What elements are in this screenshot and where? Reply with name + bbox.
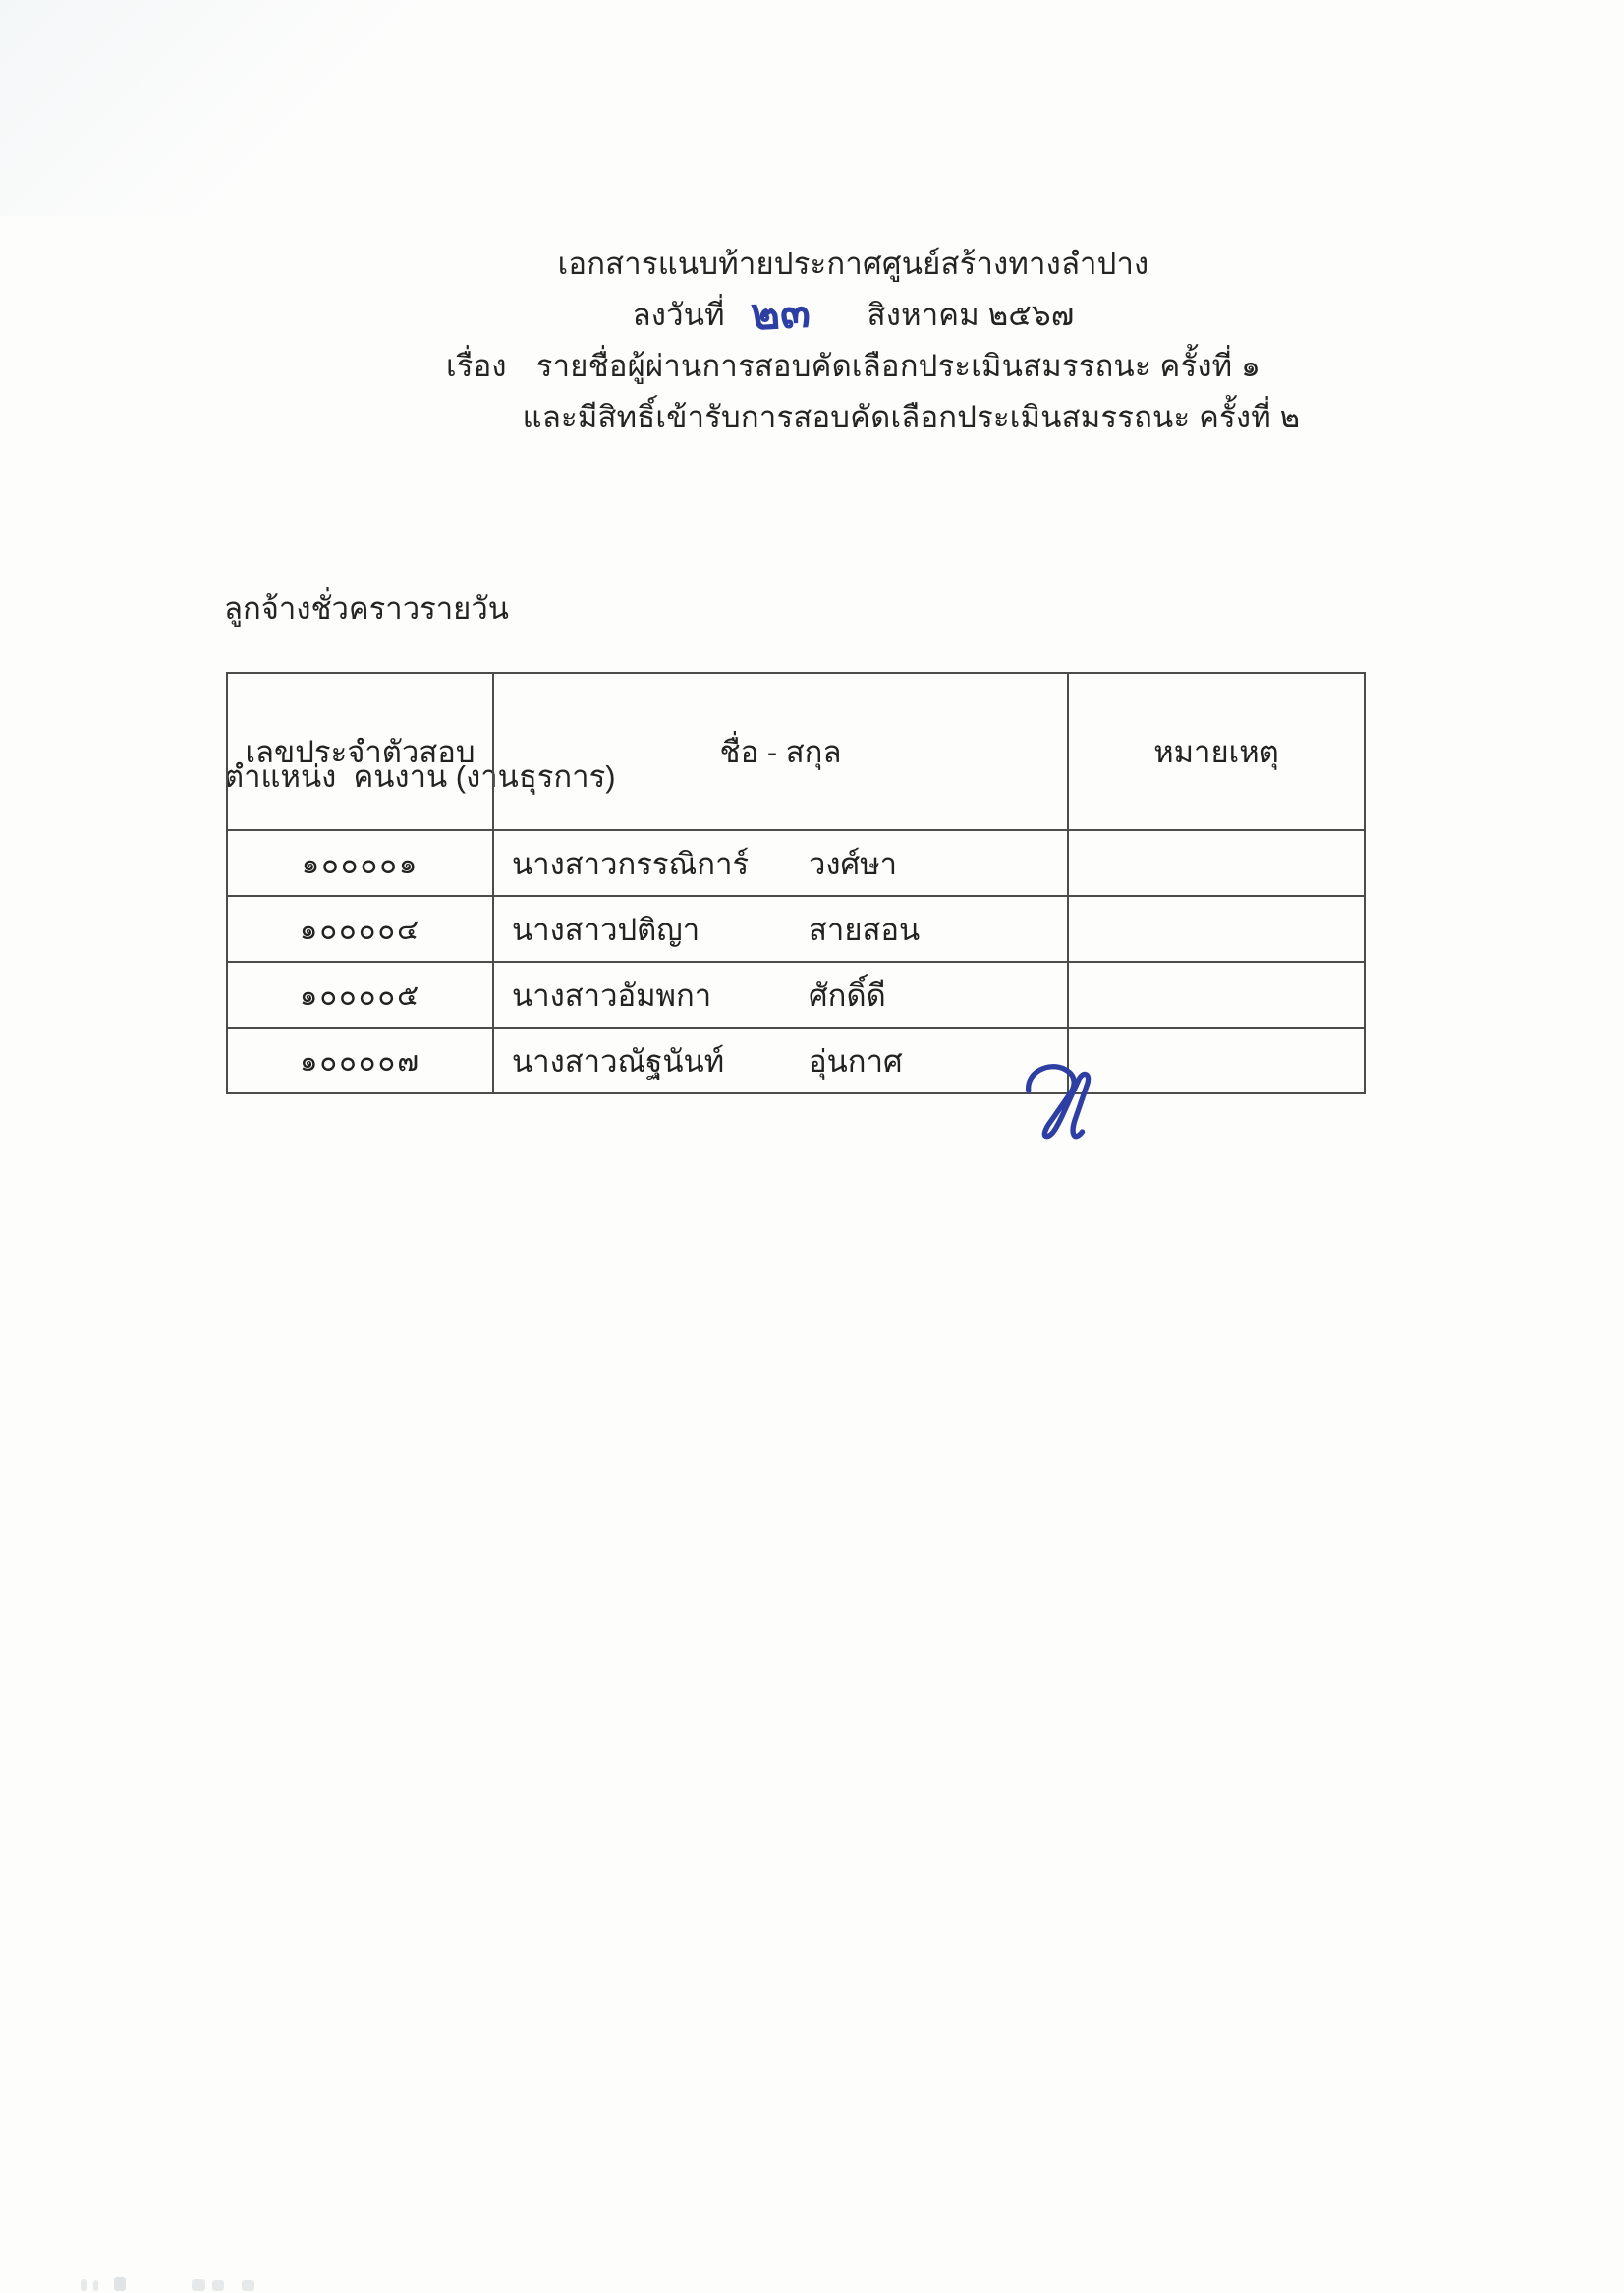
scan-tint-artifact xyxy=(0,0,413,216)
exam-id-cell: ๑๐๐๐๐๗ xyxy=(227,1028,493,1093)
column-header-name: ชื่อ - สกุล xyxy=(493,673,1068,830)
position-line: ตำแหน่ง คนงาน (งานธุรการ) xyxy=(224,759,616,794)
first-name: นางสาวณัฐนันท์ xyxy=(512,1043,725,1079)
name-cell xyxy=(493,830,1068,896)
table-row xyxy=(227,1028,1365,1093)
name-cell xyxy=(493,1028,1068,1093)
handwritten-day: ๒๓ xyxy=(749,286,812,340)
scan-artifact xyxy=(212,2280,224,2291)
name-cell xyxy=(493,896,1068,962)
subject-label: เรื่อง xyxy=(445,349,507,383)
remark-cell xyxy=(1068,896,1365,962)
table-row xyxy=(227,962,1365,1028)
date-line xyxy=(83,286,1624,341)
scan-artifact xyxy=(114,2277,126,2291)
column-header-remark: หมายเหตุ xyxy=(1068,673,1365,830)
subject-line xyxy=(83,341,1624,392)
candidates-table xyxy=(226,672,1366,1094)
subject-text-line1: รายชื่อผู้ผ่านการสอบคัดเลือกประเมินสมรรถนะ ครั้งที่ ๑ xyxy=(535,349,1261,383)
date-suffix: สิงหาคม ๒๕๖๗ xyxy=(867,298,1075,332)
scan-artifact xyxy=(81,2279,87,2291)
date-prefix: ลงวันที่ xyxy=(632,298,725,332)
employment-type: ลูกจ้างชั่วคราวรายวัน xyxy=(224,591,509,626)
table-row xyxy=(227,830,1365,896)
subject-text-line2: และมีสิทธิ์เข้ารับการสอบคัดเลือกประเมินสมรรถนะ ครั้งที่ ๒ xyxy=(522,400,1301,434)
exam-id-cell: ๑๐๐๐๐๔ xyxy=(227,896,493,962)
last-name: ศักดิ์ดี xyxy=(809,978,886,1013)
first-name: นางสาวกรรณิการ์ xyxy=(512,846,750,881)
remark-cell xyxy=(1068,962,1365,1028)
document-title: เอกสารแนบท้ายประกาศศูนย์สร้างทางลำปาง xyxy=(557,247,1149,281)
first-name: นางสาวปติญา xyxy=(512,912,700,947)
column-header-exam-id: เลขประจำตัวสอบ xyxy=(227,673,493,830)
table-header-row xyxy=(227,673,1365,830)
table-row xyxy=(227,896,1365,962)
first-name: นางสาวอัมพกา xyxy=(512,978,712,1013)
signature-ink-mark xyxy=(1022,1059,1128,1146)
exam-id-cell: ๑๐๐๐๐๕ xyxy=(227,962,493,1028)
scan-artifact xyxy=(93,2280,98,2291)
scan-artifact xyxy=(192,2279,205,2291)
remark-cell xyxy=(1068,830,1365,896)
document-header xyxy=(83,239,1624,443)
last-name: อุ่นกาศ xyxy=(809,1043,903,1079)
exam-id-cell: ๑๐๐๐๐๑ xyxy=(227,830,493,896)
scan-artifact xyxy=(242,2280,254,2291)
last-name: วงศ์ษา xyxy=(809,846,898,881)
name-cell xyxy=(493,962,1068,1028)
last-name: สายสอน xyxy=(809,912,921,947)
